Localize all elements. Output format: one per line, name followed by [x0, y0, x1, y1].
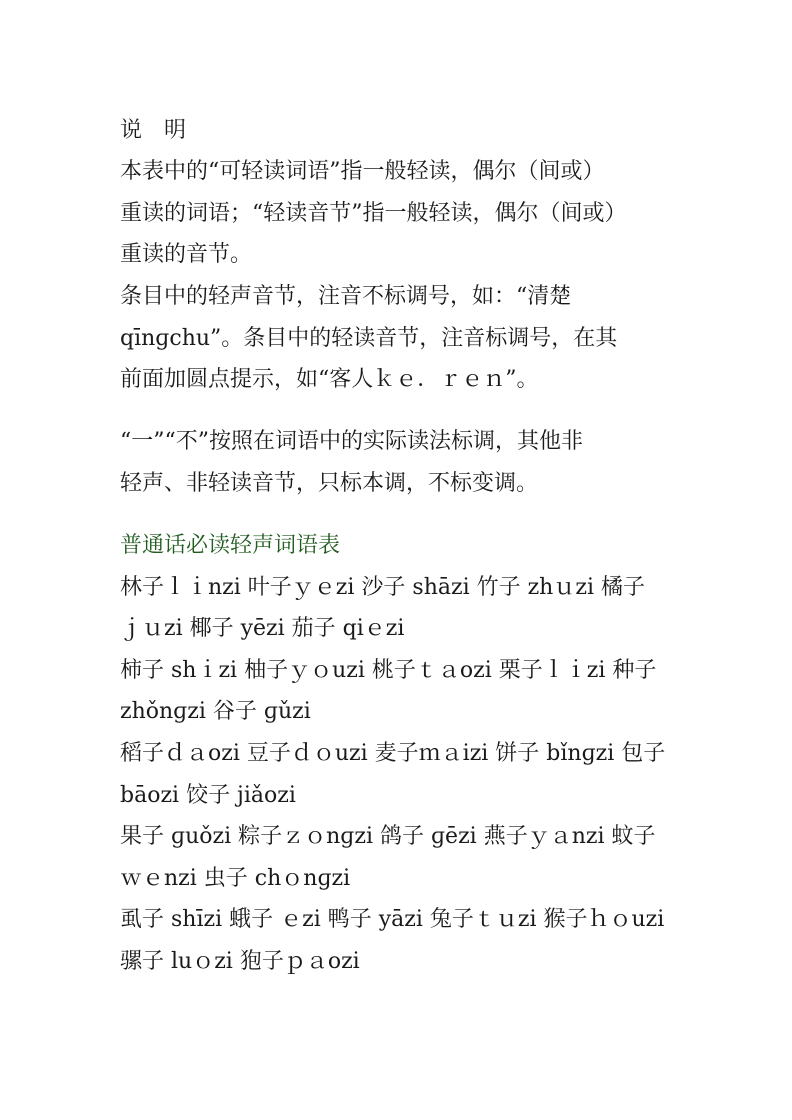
intro-heading: 说 明 — [120, 118, 187, 143]
table-line: 稻子ｄａozi 豆子ｄｏuzi 麦子ｍａizi 饼子 bǐnɡzi 包子 — [120, 741, 666, 766]
table-line: 虱子 shīzi 蛾子 ｅzi 鸭子 yāzi 兔子ｔｕzi 猴子ｈｏuzi — [120, 907, 665, 932]
table-line: 柿子 shｉzi 柚子ｙｏuzi 桃子ｔａozi 栗子ｌｉzi 种子 — [120, 658, 657, 683]
table-line: 林子ｌｉnzi 叶子ｙｅzi 沙子 shāzi 竹子 zhｕzi 橘子 — [120, 575, 645, 600]
table-line: 骡子 luｏzi 狍子ｐａozi — [120, 949, 360, 974]
intro-line: 重读的词语；“轻读音节”指一般轻读，偶尔（间或） — [120, 201, 627, 226]
table-line: zhǒnɡzi 谷子 ɡǔzi — [120, 699, 311, 724]
intro-line: qīnɡchu”。条目中的轻读音节，注音标调号，在其 — [120, 326, 618, 351]
intro-line: 重读的音节。 — [120, 242, 253, 267]
table-line: bāozi 饺子 jiǎozi — [120, 783, 296, 808]
table-heading: 普通话必读轻声词语表 — [120, 533, 341, 558]
intro-line: 本表中的“可轻读词语”指一般轻读，偶尔（间或） — [120, 159, 605, 184]
table-line: 果子 ɡuǒzi 粽子ｚｏnɡzi 鸽子 ɡēzi 燕子ｙａnzi 蚊子 — [120, 824, 656, 849]
intro-line: 前面加圆点提示，如“客人ｋｅ．ｒｅｎ”。 — [120, 367, 539, 392]
table-line: ｗｅnzi 虫子 chｏnɡzi — [120, 866, 351, 891]
rule-line: “一”“不”按照在词语中的实际读法标调，其他非 — [120, 429, 583, 454]
table-line: ｊｕzi 椰子 yēzi 茄子 qiｅzi — [120, 616, 405, 641]
intro-line: 条目中的轻声音节，注音不标调号，如：“清楚 — [120, 284, 572, 309]
rule-line: 轻声、非轻读音节，只标本调，不标变调。 — [120, 471, 539, 496]
